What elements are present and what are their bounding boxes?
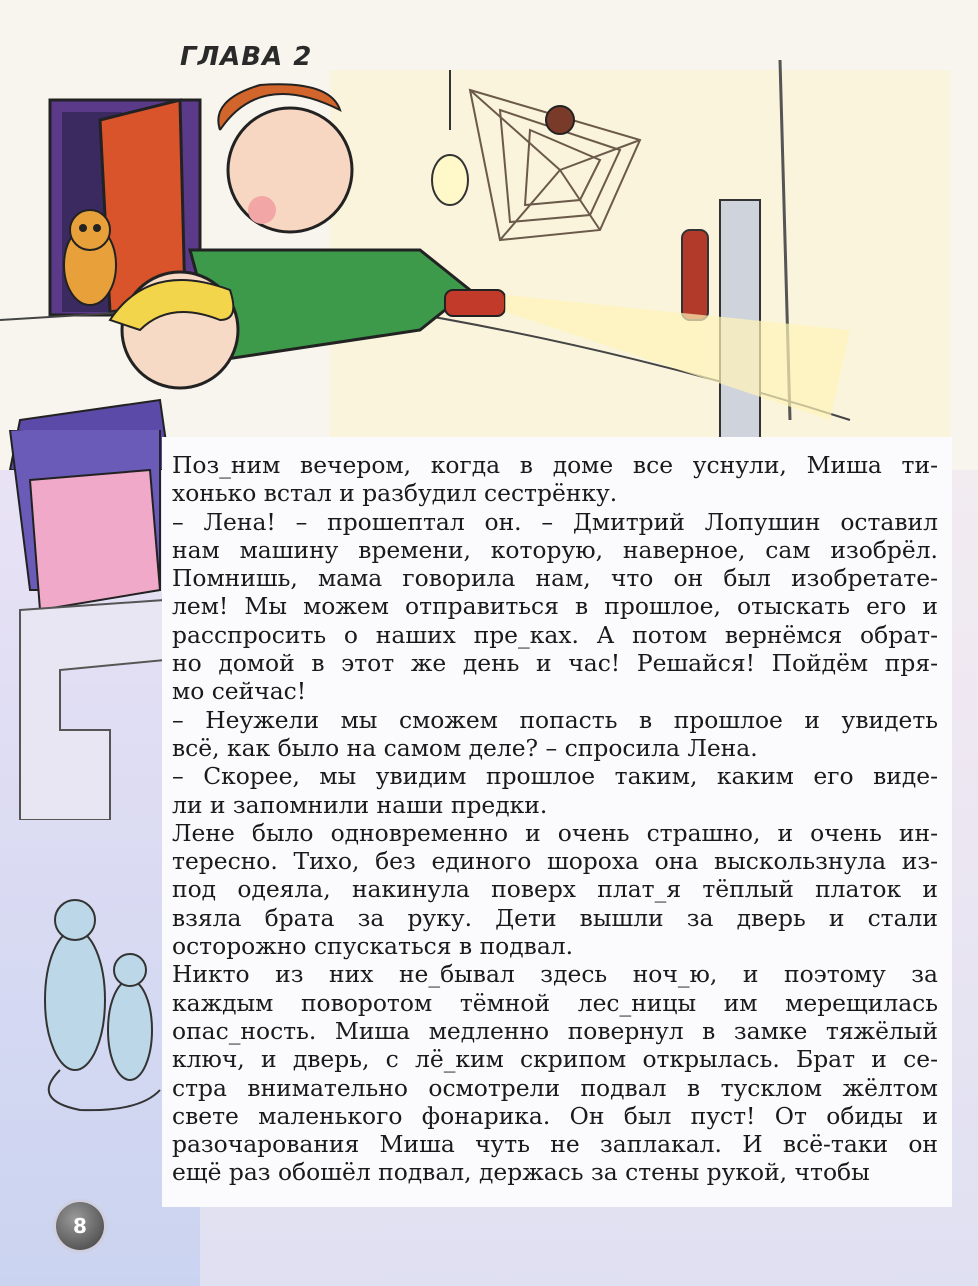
text-line: опас_ность. Миша медленно повернул в замке тяжёлый (172, 1016, 938, 1045)
paragraph-1 (172, 451, 938, 508)
text-line: ли и запомнили наши предки. (172, 790, 548, 819)
stairs-illustration (0, 430, 170, 820)
text-line: всё, как было на самом деле? – спросила Лена. (172, 733, 758, 762)
text-line: стра внимательно осмотрели подвал в тусклом жёлтом (172, 1073, 938, 1102)
text-line: свете маленького фонарика. Он был пуст! От обиды и (172, 1101, 938, 1130)
text-line: взяла брата за руку. Дети вышли за дверь и стали (172, 903, 938, 932)
text-line: ещё раз обошёл подвал, держась за стены рукой, чтобы (172, 1158, 870, 1187)
chapter-title: ГЛАВА 2 (180, 42, 313, 72)
text-line: Лене было одновременно и очень страшно, и очень ин- (172, 818, 938, 847)
text-line: Никто из них не_бывал здесь ноч_ю, и поэтому за (172, 960, 938, 989)
paragraph-4 (172, 762, 938, 819)
mice-illustration (20, 880, 170, 1120)
paragraph-5 (172, 819, 938, 960)
text-line: – Лена! – прошептал он. – Дмитрий Лопушин оставил (172, 507, 938, 536)
text-line: мо сейчас! (172, 677, 307, 706)
text-line: но домой в этот же день и час! Решайся! Пойдём пря- (172, 649, 938, 678)
text-line: тересно. Тихо, без единого шороха она выскользнула из- (172, 847, 938, 876)
text-line: под одеяла, накинула поверх плат_я тёплый платок и (172, 875, 938, 904)
text-line: осторожно спускаться в подвал. (172, 932, 574, 961)
text-line: разочарования Миша чуть не заплакал. И всё-таки он (172, 1130, 938, 1159)
text-line: Помнишь, мама говорила нам, что он был изобретате- (172, 564, 938, 593)
text-line: лем! Мы можем отправиться в прошлое, отыскать его и (172, 592, 938, 621)
chapter-illustration (0, 0, 978, 470)
text-line: расспросить о наших пре_ках. А потом вернёмся обрат- (172, 620, 938, 649)
paragraph-6 (172, 960, 938, 1186)
page-number: 8 (56, 1202, 104, 1250)
text-line: хонько встал и разбудил сестрёнку. (172, 479, 618, 508)
text-line: нам машину времени, которую, наверное, сам изобрёл. (172, 535, 938, 564)
text-line: Поз_ним вечером, когда в доме все уснули, Миша ти- (172, 451, 938, 479)
text-line: – Скорее, мы увидим прошлое таким, каким его виде- (172, 762, 938, 791)
paragraph-3 (172, 706, 938, 763)
text-line: каждым поворотом тёмной лес_ницы им мерещилась (172, 988, 938, 1017)
text-line: ключ, и дверь, с лё_ким скрипом открылась. Брат и се- (172, 1045, 938, 1074)
paragraph-2 (172, 508, 938, 706)
text-line: – Неужели мы сможем попасть в прошлое и увидеть (172, 705, 938, 734)
